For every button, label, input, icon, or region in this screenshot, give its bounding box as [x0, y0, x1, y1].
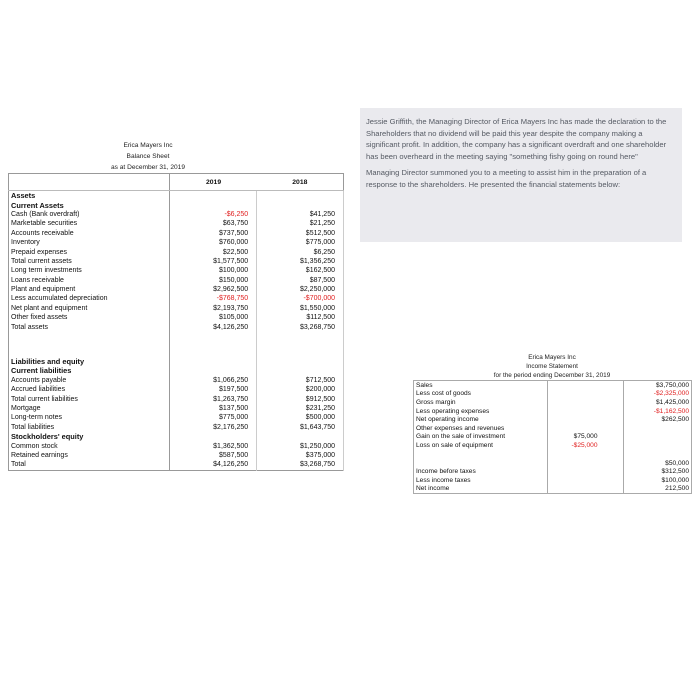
table-row: Cash (Bank overdraft) -$6,250 $41,250 — [9, 210, 344, 219]
table-row: Total current assets $1,577,500 $1,356,250 — [9, 257, 344, 266]
income-statement — [413, 353, 691, 494]
balance-sheet-company: Erica Mayers Inc — [123, 142, 173, 149]
balance-sheet-date: as at December 31, 2019 — [110, 164, 186, 171]
year-2019-header: 2019 — [170, 174, 257, 191]
scenario-text-box — [360, 108, 682, 242]
assets-heading: Assets — [9, 191, 170, 201]
table-row: Gain on the sale of investment $75,000 — [414, 433, 692, 442]
table-row: Less cost of goods -$2,325,000 — [414, 390, 692, 399]
table-row: Income before taxes $312,500 — [414, 467, 692, 476]
table-row: Other fixed assets $105,000 $112,500 — [9, 313, 344, 322]
table-row: Plant and equipment $2,962,500 $2,250,000 — [9, 285, 344, 294]
table-row: Long term investments $100,000 $162,500 — [9, 266, 344, 275]
table-row: Total $4,126,250 $3,268,750 — [9, 460, 344, 470]
table-row: Other expenses and revenues — [414, 424, 692, 433]
table-row: Loans receivable $150,000 $87,500 — [9, 276, 344, 285]
table-row: Retained earnings $587,500 $375,000 — [9, 451, 344, 460]
table-row: Inventory $760,000 $775,000 — [9, 238, 344, 247]
current-assets-heading: Current Assets — [9, 200, 170, 209]
table-row: Total assets $4,126,250 $3,268,750 — [9, 322, 344, 331]
table-row: Loss on sale of equipment -$25,000 — [414, 441, 692, 450]
table-row: Prepaid expenses $22,500 $6,250 — [9, 247, 344, 256]
year-2018-header: 2018 — [257, 174, 344, 191]
year-header-row — [9, 174, 344, 191]
table-row: Less operating expenses -$1,162,500 — [414, 407, 692, 416]
table-row: Accounts receivable $737,500 $512,500 — [9, 229, 344, 238]
income-statement-company: Erica Mayers Inc — [528, 354, 576, 361]
table-row: Mortgage $137,500 $231,250 — [9, 404, 344, 413]
table-row: Long-term notes $775,000 $500,000 — [9, 413, 344, 422]
scenario-paragraph-2: Managing Director summoned you to a meeting to assist him in the preparation of a response to the shareholders. He presented the financial statements below: — [366, 168, 647, 189]
table-row: Common stock $1,362,500 $1,250,000 — [9, 441, 344, 450]
table-row: Gross margin $1,425,000 — [414, 398, 692, 407]
stockholders-equity-heading: Stockholders' equity — [9, 432, 170, 441]
table-row: Net plant and equipment $2,193,750 $1,550,000 — [9, 304, 344, 313]
table-row: Total current liabilities $1,263,750 $912,500 — [9, 394, 344, 403]
balance-sheet — [8, 140, 344, 471]
table-row: Net income 212,500 — [414, 485, 692, 494]
income-statement-table — [413, 380, 692, 494]
current-liabilities-heading: Current liabilities — [9, 366, 170, 375]
liabilities-equity-heading: Liabilities and equity — [9, 357, 170, 366]
table-row: Accounts payable $1,066,250 $712,500 — [9, 376, 344, 385]
table-row: Net operating income $262,500 — [414, 415, 692, 424]
table-row: Less income taxes $100,000 — [414, 476, 692, 485]
income-statement-period: for the period ending December 31, 2019 — [493, 372, 611, 379]
income-statement-title: Income Statement — [526, 363, 578, 370]
income-statement-header — [413, 353, 691, 380]
balance-sheet-table — [8, 173, 344, 471]
table-row: Sales $3,750,000 — [414, 381, 692, 390]
balance-sheet-title: Balance Sheet — [126, 153, 170, 160]
table-row: Marketable securities $63,750 $21,250 — [9, 219, 344, 228]
table-row: Accrued liabilities $197,500 $200,000 — [9, 385, 344, 394]
table-row: Total liabilities $2,176,250 $1,643,750 — [9, 423, 344, 432]
balance-sheet-header — [48, 140, 248, 173]
table-row: Less accumulated depreciation -$768,750 -$700,000 — [9, 294, 344, 303]
scenario-paragraph-1: Jessie Griffith, the Managing Director of Erica Mayers Inc has made the declaration to the Shareholders that no dividend will be paid this year despite the company making a significant profit. In addition, the company has a significant overdraft and one shareholder has been overheard in the meeting saying "something fishy going on round here" — [366, 117, 667, 161]
table-row: $50,000 — [414, 459, 692, 468]
